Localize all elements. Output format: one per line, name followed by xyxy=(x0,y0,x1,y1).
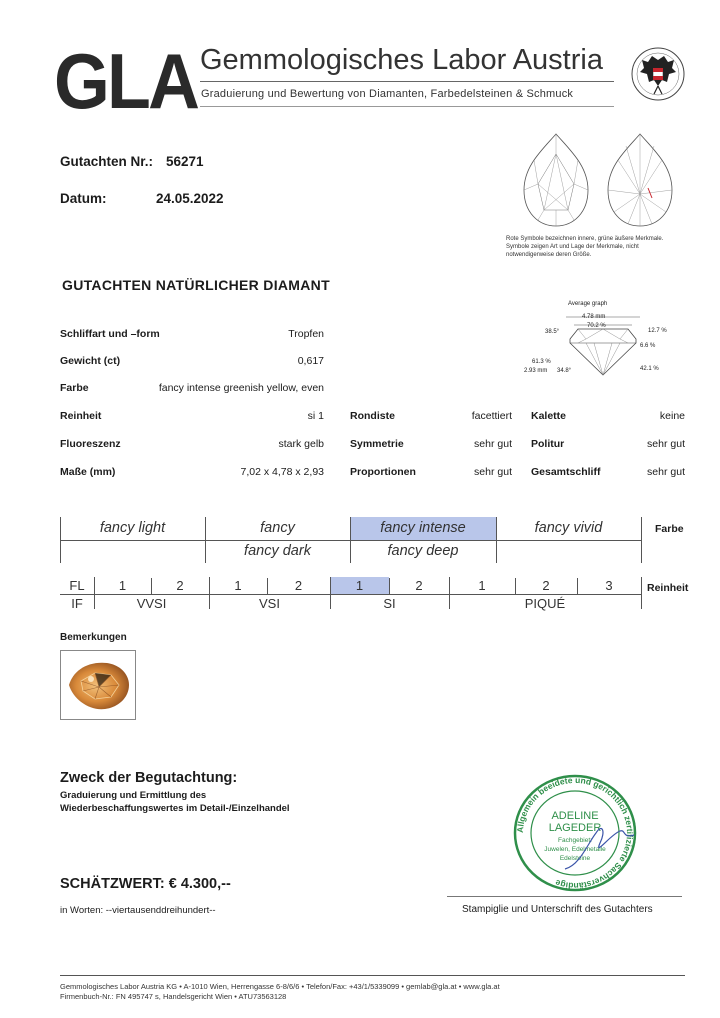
girdle-value: facettiert xyxy=(471,410,512,422)
weight-label: Gewicht (ct) xyxy=(60,355,121,367)
pear-diamond-photo-icon xyxy=(61,651,135,719)
pavilion-plot-diagram xyxy=(604,132,676,228)
clarity-pique-group: PIQUÉ xyxy=(524,596,566,611)
overall-cut-value: sehr gut xyxy=(647,466,685,478)
symmetry-label: Symmetrie xyxy=(350,438,404,450)
girdle-label: Rondiste xyxy=(350,410,395,422)
color-value: fancy intense greenish yellow, even xyxy=(158,382,324,394)
clarity-if: IF xyxy=(71,596,83,611)
certificate-title: GUTACHTEN NATÜRLICHER DIAMANT xyxy=(62,277,330,293)
footer-registry: Firmenbuch-Nr.: FN 495747 s, Handelsgericht Wien • ATU73563128 xyxy=(60,992,287,1001)
proportions-label: Proportionen xyxy=(350,466,416,478)
stamp-ring-text: Allgemein beeidete und gerichtlich zertifizierte Sachverständige xyxy=(514,774,636,892)
weight-value: 0,617 xyxy=(297,355,324,367)
footer-divider xyxy=(60,975,685,976)
clarity-vsi-group: VSI xyxy=(259,596,280,611)
footer-address: Gemmologisches Labor Austria KG • A-1010 Wien, Herrengasse 6-8/6/6 • Telefon/Fax: +43/1/5339099 • gemlab@gla.at • www.gla.at xyxy=(60,982,500,991)
stamp-name-1: ADELINE xyxy=(551,810,599,822)
header-divider xyxy=(200,81,614,82)
clarity-vs2: 2 xyxy=(294,578,303,593)
pavilion-pct-label: 42.1 % xyxy=(640,366,659,372)
cut-shape-label: Schliffart und –form xyxy=(60,328,160,340)
color-scale-heading: Farbe xyxy=(655,523,684,535)
pavilion-angle-label: 34.8° xyxy=(557,368,572,374)
gla-logo: GLA xyxy=(54,37,198,125)
crown-plot-diagram xyxy=(520,132,592,228)
polish-value: sehr gut xyxy=(647,438,685,450)
color-scale-fancy-deep: fancy deep xyxy=(387,543,459,559)
color-scale-fancy-vivid: fancy vivid xyxy=(534,520,603,536)
clarity-vvsi-group: VVSI xyxy=(136,596,167,611)
dimensions-label: Maße (mm) xyxy=(60,466,116,478)
valuation-words: in Worten: --viertausenddreihundert-- xyxy=(60,905,216,916)
fluorescence-value: stark gelb xyxy=(278,438,324,450)
clarity-si-group: SI xyxy=(383,596,396,611)
polish-label: Politur xyxy=(531,438,565,450)
purpose-title: Zweck der Begutachtung: xyxy=(60,770,238,786)
stamp-line-2: Juwelen, Edelmetalle xyxy=(544,846,606,853)
report-number: 56271 xyxy=(166,154,204,169)
clarity-vs1: 1 xyxy=(234,578,242,593)
dimensions-value: 7,02 x 4,78 x 2,93 xyxy=(240,466,324,478)
header-divider-bottom xyxy=(200,106,614,107)
total-depth-pct-label: 61.3 % xyxy=(532,359,551,365)
color-scale-fancy: fancy xyxy=(260,520,295,536)
lab-name: Gemmologisches Labor Austria xyxy=(200,44,603,76)
color-label: Farbe xyxy=(60,382,89,394)
overall-cut-label: Gesamtschliff xyxy=(531,466,601,478)
clarity-vvs1: 1 xyxy=(118,578,127,593)
proportions-value: sehr gut xyxy=(474,466,512,478)
color-scale-fancy-dark: fancy dark xyxy=(244,543,311,559)
clarity-si1: 1 xyxy=(355,578,364,593)
clarity-scale-divider xyxy=(60,594,642,595)
clarity-scale-heading: Reinheit xyxy=(647,582,689,594)
total-depth-mm-label: 2.93 mm xyxy=(524,368,548,374)
stamp-line-3: Edelsteine xyxy=(559,855,591,862)
report-number-label: Gutachten Nr.: xyxy=(60,154,154,169)
average-graph-title: Average graph xyxy=(568,301,608,307)
clarity-p3: 3 xyxy=(605,578,613,593)
culet-label: Kalette xyxy=(531,410,567,422)
clarity-p2: 2 xyxy=(542,578,550,593)
signature-line xyxy=(447,896,682,897)
width-label: 4.78 mm xyxy=(582,314,606,320)
stamp-line-1: Fachgebiet: xyxy=(558,837,592,844)
purpose-line-2: Wiederbeschaffungswertes im Detail-/Einzelhandel xyxy=(60,803,290,814)
clarity-si2: 2 xyxy=(415,578,423,593)
girdle-pct-label: 6.6 % xyxy=(640,343,656,349)
color-scale-fancy-light: fancy light xyxy=(99,520,166,536)
table-pct-label: 70.2 % xyxy=(587,323,606,329)
signature-label: Stampiglie und Unterschrift des Gutachters xyxy=(462,904,653,915)
report-date: 24.05.2022 xyxy=(156,191,224,206)
color-scale-line xyxy=(641,517,642,563)
cut-shape-value: Tropfen xyxy=(288,328,324,340)
culet-value: keine xyxy=(659,410,685,422)
crown-pct-label: 12.7 % xyxy=(648,328,667,334)
austrian-eagle-crest-icon xyxy=(630,46,686,108)
crown-angle-label: 38.5° xyxy=(545,329,560,335)
plot-legend-note: Rote Symbole bezeichnen innere, grüne äußere Merkmale. Symbole zeigen Art und Lage der Merkmale, nicht notwendigerweise deren Größe. xyxy=(506,236,664,258)
diamond-photo xyxy=(60,650,136,720)
remarks-label: Bemerkungen xyxy=(60,632,127,643)
expert-stamp-icon xyxy=(510,773,640,893)
date-label: Datum: xyxy=(60,191,107,206)
fluorescence-label: Fluoreszenz xyxy=(60,438,121,450)
lab-subtitle: Graduierung und Bewertung von Diamanten, Farbedelsteinen & Schmuck xyxy=(201,88,574,100)
clarity-value: si 1 xyxy=(307,410,324,422)
clarity-fl: FL xyxy=(69,578,85,593)
clarity-label: Reinheit xyxy=(60,410,102,422)
valuation-amount: SCHÄTZWERT: € 4.300,-- xyxy=(60,876,231,892)
clarity-scale-line xyxy=(641,577,642,609)
color-scale-divider xyxy=(60,540,642,541)
clarity-vvs2: 2 xyxy=(176,578,184,593)
purpose-line-1: Graduierung und Ermittlung des xyxy=(60,790,207,801)
stamp-name-2: LAGEDER xyxy=(548,822,602,834)
symmetry-value: sehr gut xyxy=(474,438,512,450)
color-scale-fancy-intense: fancy intense xyxy=(380,520,466,536)
clarity-p1: 1 xyxy=(478,578,486,593)
